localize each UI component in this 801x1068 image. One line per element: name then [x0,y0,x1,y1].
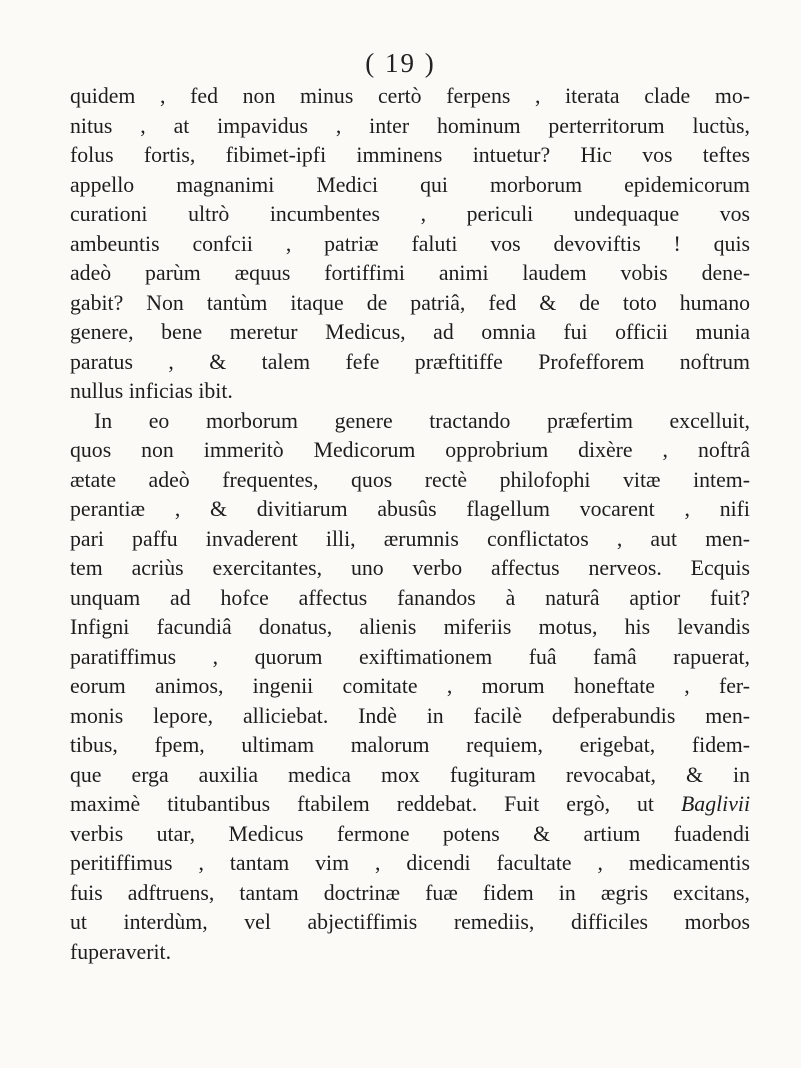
body-text [70,82,750,967]
text-line: ambeuntis confcii , patriæ faluti vos devoviftis ! quis [70,231,750,256]
text-line: ætate adeò frequentes, quos rectè philofophi vitæ intem- [70,467,750,492]
text-line: perantiæ , & divitiarum abusûs flagellum vocarent , nifi [70,497,750,521]
text-line: quos non immeritò Medicorum opprobrium dixère , noftrâ [70,438,750,462]
italic-name: Baglivii [680,792,750,816]
text-line: gabit? Non tantùm itaque de patriâ, fed & de toto humano [70,290,750,315]
text-line: tibus, fpem, ultimam malorum requiem, erigebat, fidem- [70,733,750,757]
text-line-with-italic [70,790,750,820]
text-line: peritiffimus , tantam vim , dicendi facultate , medicamentis [70,851,750,875]
text-line: tem acriùs exercitantes, uno verbo affectus nerveos. Ecquis [70,556,750,580]
text-line: fuis adftruens, tantam doctrinæ fuæ fidem in ægris excitans, [70,880,750,905]
text-line: monis lepore, alliciebat. Indè in facilè defperabundis men- [70,703,750,728]
text-line: verbis utar, Medicus fermone potens & artium fuadendi [70,821,750,846]
text-line: nitus , at impavidus , inter hominum perterritorum luctùs, [70,113,750,138]
text-line: genere, bene meretur Medicus, ad omnia fui officii munia [70,320,750,344]
text-line: eorum animos, ingenii comitate , morum honeftate , fer- [70,674,750,698]
text-line: curationi ultrò incumbentes , periculi undequaque vos [70,202,750,226]
text-line: folus fortis, fibimet-ipfi imminens intuetur? Hic vos teftes [70,143,750,167]
text-line: unquam ad hofce affectus fanandos à naturâ aptior fuit? [70,585,750,610]
text-line: pari paffu invaderent illi, ærumnis conflictatos , aut men- [70,526,750,551]
text-line: adeò parùm æquus fortiffimi animi laudem vobis dene- [70,261,750,285]
text-line: ut interdùm, vel abjectiffimis remediis, difficiles morbos [70,910,750,934]
text-line: fuperaverit. [70,939,172,964]
text-line: paratus , & talem fefe præftitiffe Profefforem noftrum [70,349,750,374]
text-fragment: maximè titubantibus ftabilem reddebat. Fuit ergò, ut [70,792,681,816]
text-line: In eo morborum genere tractando præfertim excelluit, [94,408,750,433]
text-line: nullus inficias ibit. [70,379,233,403]
text-line: Infigni facundiâ donatus, alienis miferiis motus, his levandis [70,615,750,639]
text-line: quidem , fed non minus certò ferpens , iterata clade mo- [70,84,750,108]
text-line: paratiffimus , quorum exiftimationem fuâ famâ rapuerat, [70,644,750,669]
text-line: que erga auxilia medica mox fugituram revocabat, & in [70,762,750,787]
page-number: ( 19 ) [365,48,436,78]
text-line: appello magnanimi Medici qui morborum epidemicorum [70,172,750,197]
